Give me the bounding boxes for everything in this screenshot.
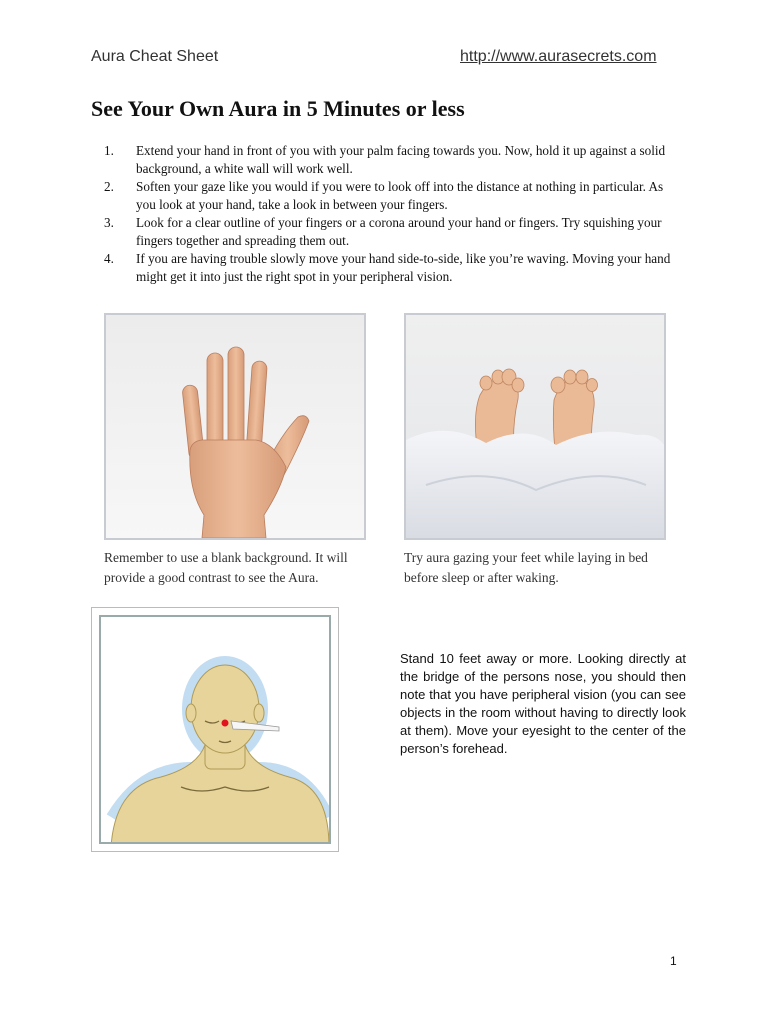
step-text: Soften your gaze like you would if you were to look off into the distance at nothing in particular. As you look at your hand, take a look in between your fingers. (136, 179, 664, 212)
hand-illustration (104, 313, 366, 540)
header-title: Aura Cheat Sheet (91, 48, 219, 65)
step-text: If you are having trouble slowly move your hand side-to-side, like you’re waving. Moving your hand might get it into just the right spot in your peripheral vision. (136, 251, 671, 284)
face-instructions: Stand 10 feet away or more. Looking directly at the bridge of the persons nose, you should then note that you have peripheral vision (you can see objects in the room without having to directly look at them). Move your eyesight to the center of the person’s forehead. (400, 651, 686, 756)
header-url-link[interactable]: http://www.aurasecrets.com (460, 48, 657, 65)
feet-caption: Try aura gazing your feet while laying in bed before sleep or after waking. (404, 550, 648, 585)
step-number: 2. (104, 179, 114, 194)
step-text: Look for a clear outline of your fingers or a corona around your hand or fingers. Try squishing your fingers together and spreading them out. (136, 215, 662, 248)
list-item (91, 250, 671, 286)
step-number: 3. (104, 215, 114, 230)
step-number: 4. (104, 251, 114, 266)
step-text: Extend your hand in front of you with your palm facing towards you. Now, hold it up against a solid background, a white wall will work well. (136, 143, 666, 176)
step-number: 1. (104, 143, 114, 158)
list-item (91, 214, 671, 250)
list-item (91, 178, 671, 214)
page-title: See Your Own Aura in 5 Minutes or less (91, 96, 465, 121)
steps-list (91, 142, 671, 286)
face-illustration (99, 615, 331, 844)
hand-caption: Remember to use a blank background. It will provide a good contrast to see the Aura. (104, 550, 348, 585)
feet-illustration (404, 313, 666, 540)
page-number: 1 (670, 954, 677, 968)
list-item (91, 142, 671, 178)
face-illustration-frame (91, 607, 339, 852)
